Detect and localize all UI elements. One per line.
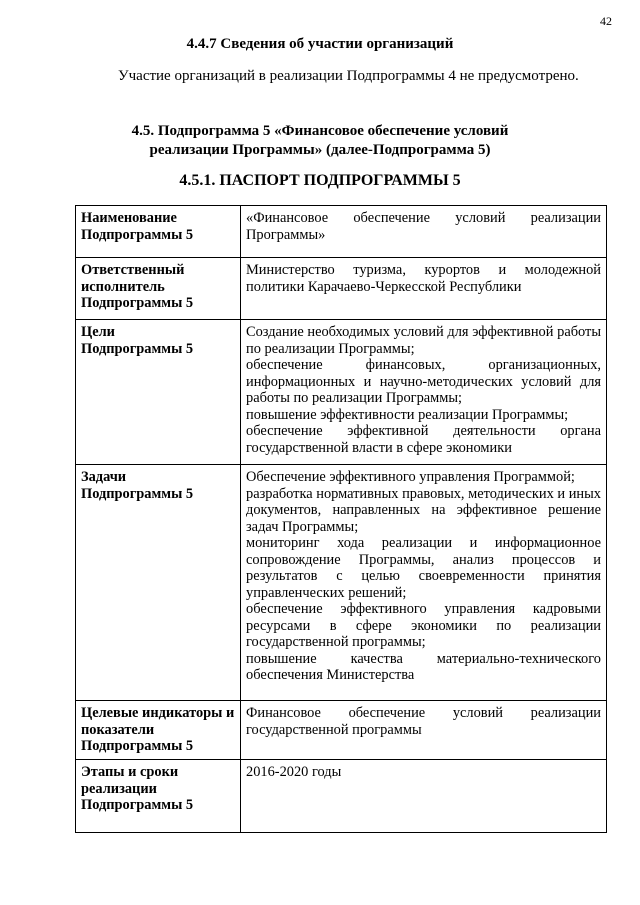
passport-table <box>75 205 607 833</box>
row-label <box>76 320 241 465</box>
row-label <box>76 760 241 833</box>
value-line: 2016-2020 годы <box>246 764 342 780</box>
label-line: Подпрограммы 5 <box>81 295 194 311</box>
label-line: Подпрограммы 5 <box>81 340 194 357</box>
value-line: Создание необходимых условий для эффективной работы по реализации Программы; <box>246 324 601 357</box>
row-label <box>76 206 241 258</box>
intro-paragraph: Участие организаций в реализации Подпрограммы 4 не предусмотрено. <box>118 68 579 84</box>
value-line: обеспечение эффективного управления кадровыми ресурсами в сфере экономики по реализации государственной программы; <box>246 601 601 650</box>
value-line: Обеспечение эффективного управления Программой; <box>246 469 575 485</box>
value-line: Финансовое обеспечение условий реализации государственной программы <box>246 705 601 738</box>
label-line: Наименование <box>81 210 177 226</box>
label-line: показатели <box>81 721 155 738</box>
value-line: обеспечение финансовых, организационных, информационных и научно-методических условий для работы по реализации Программы; <box>246 357 601 406</box>
label-line: Ответственный <box>81 262 185 278</box>
label-line: Задачи <box>81 469 127 485</box>
subprogram-heading-line: 4.5. Подпрограмма 5 «Финансовое обеспечение условий <box>131 123 509 139</box>
row-value <box>241 701 607 760</box>
label-line: Подпрограммы 5 <box>81 797 194 813</box>
value-line: Министерство туризма, курортов и молодежной политики Карачаево-Черкесской Республики <box>246 262 601 295</box>
table-row <box>76 320 607 465</box>
table-row <box>76 206 607 258</box>
row-value <box>241 258 607 320</box>
table-row <box>76 701 607 760</box>
label-line: Цели <box>81 324 115 340</box>
label-line: Подпрограммы 5 <box>81 226 194 243</box>
row-label <box>76 701 241 760</box>
value-line: обеспечение эффективной деятельности органа государственной власти в сфере экономики <box>246 423 601 456</box>
subprogram-heading-line: реализации Программы» (далее-Подпрограмма 5) <box>149 142 491 158</box>
row-value <box>241 320 607 465</box>
row-value <box>241 760 607 833</box>
row-value <box>241 206 607 258</box>
label-line: исполнитель <box>81 278 165 295</box>
page-number: 42 <box>600 14 612 28</box>
value-line: повышение качества материально-технического обеспечения Министерства <box>246 650 601 683</box>
table-row <box>76 760 607 833</box>
row-label <box>76 258 241 320</box>
passport-heading: 4.5.1. ПАСПОРТ ПОДПРОГРАММЫ 5 <box>179 172 461 189</box>
value-line: мониторинг хода реализации и информационное сопровождение Программы, анализ процессов и результатов с целью своевременности принятия управленческих решений; <box>246 535 601 601</box>
table-row <box>76 465 607 701</box>
label-line: Подпрограммы 5 <box>81 485 194 502</box>
row-label <box>76 465 241 701</box>
value-line: «Финансовое обеспечение условий реализации Программы» <box>246 210 601 243</box>
label-line: Подпрограммы 5 <box>81 738 194 754</box>
row-value <box>241 465 607 701</box>
subprogram-heading <box>60 122 580 160</box>
label-line: Этапы и сроки <box>81 764 179 780</box>
value-line: повышение эффективности реализации Программы; <box>246 406 569 423</box>
label-line: реализации <box>81 780 157 797</box>
value-line: разработка нормативных правовых, методических и иных документов, направленных на эффективное решение задач Программы; <box>246 485 601 535</box>
table-row <box>76 258 607 320</box>
section-heading: 4.4.7 Сведения об участии организаций <box>186 36 454 52</box>
label-line: Целевые индикаторы и <box>81 705 235 721</box>
